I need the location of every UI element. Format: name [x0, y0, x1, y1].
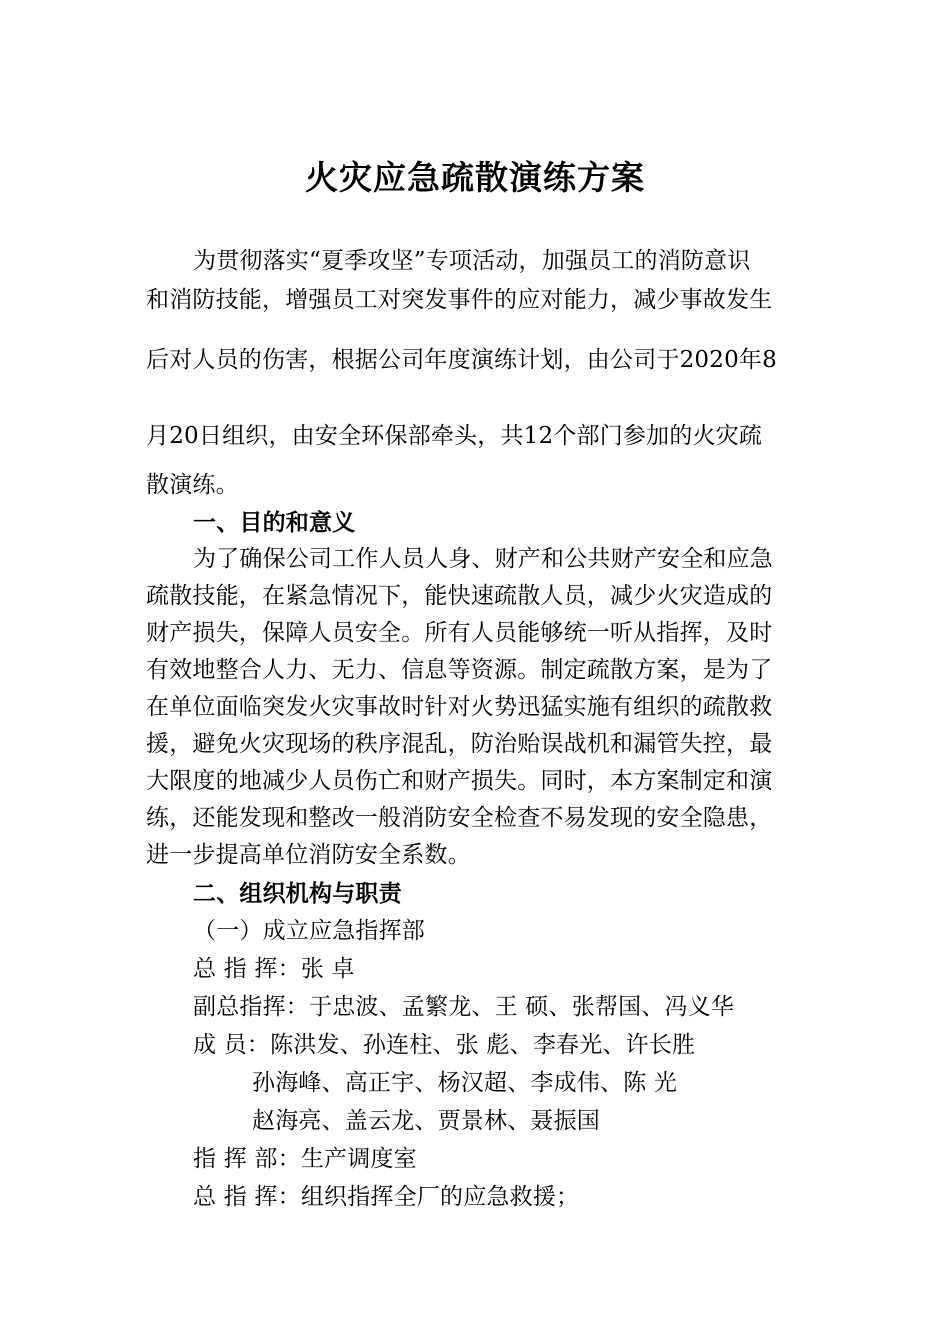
section2-heading: 二、组织机构与职责	[193, 880, 402, 907]
headquarters-line: 指 挥 部：生产调度室	[193, 1146, 417, 1172]
section1-heading: 一、目的和意义	[193, 509, 356, 536]
members-continuation-2: 赵海亮、盖云龙、贾景林、聂振国	[252, 1108, 600, 1134]
intro-line-5: 散演练。	[146, 472, 239, 498]
deputy-commander-line: 副总指挥：于忠波、孟繁龙、王 硕、张帮国、冯义华	[193, 994, 735, 1020]
intro-line-3: 后对人员的伤害，根据公司年度演练计划，由公司于2020年8	[146, 347, 777, 373]
section1-line-6: 援，避免火灾现场的秩序混乱，防治贻误战机和漏管失控，最	[146, 731, 773, 757]
document-title: 火灾应急疏散演练方案	[305, 158, 645, 197]
intro-line-4: 月20日组织，由安全环保部牵头，共12个部门参加的火灾疏	[146, 423, 763, 449]
commander-line: 总 指 挥：张 卓	[193, 956, 355, 982]
section1-line-3: 财产损失，保障人员安全。所有人员能够统一听从指挥，及时	[146, 620, 773, 646]
section1-line-9: 进一步提高单位消防安全系数。	[146, 842, 471, 868]
section1-line-1: 为了确保公司工作人员人身、财产和公共财产安全和应急	[193, 546, 773, 572]
members-continuation-1: 孙海峰、高正宇、杨汉超、李成伟、陈 光	[252, 1070, 678, 1096]
members-line: 成 员：陈洪发、孙连柱、张 彪、李春光、许长胜	[193, 1032, 696, 1058]
intro-line-2: 和消防技能，增强员工对突发事件的应对能力，减少事故发生	[146, 287, 773, 313]
intro-line-1: 为贯彻落实“夏季攻坚”专项活动，加强员工的消防意识	[193, 248, 751, 274]
section2-subheading: （一）成立应急指挥部	[193, 918, 425, 944]
section1-line-4: 有效地整合人力、无力、信息等资源。制定疏散方案，是为了	[146, 657, 773, 683]
section1-line-5: 在单位面临突发火灾事故时针对火势迅猛实施有组织的疏散救	[146, 694, 773, 720]
section1-line-8: 练，还能发现和整改一般消防安全检查不易发现的安全隐患，	[146, 805, 773, 831]
section1-line-2: 疏散技能，在紧急情况下，能快速疏散人员，减少火灾造成的	[146, 583, 773, 609]
commander-duty-line: 总 指 挥：组织指挥全厂的应急救援；	[193, 1184, 580, 1210]
section1-line-7: 大限度的地减少人员伤亡和财产损失。同时，本方案制定和演	[146, 768, 773, 794]
